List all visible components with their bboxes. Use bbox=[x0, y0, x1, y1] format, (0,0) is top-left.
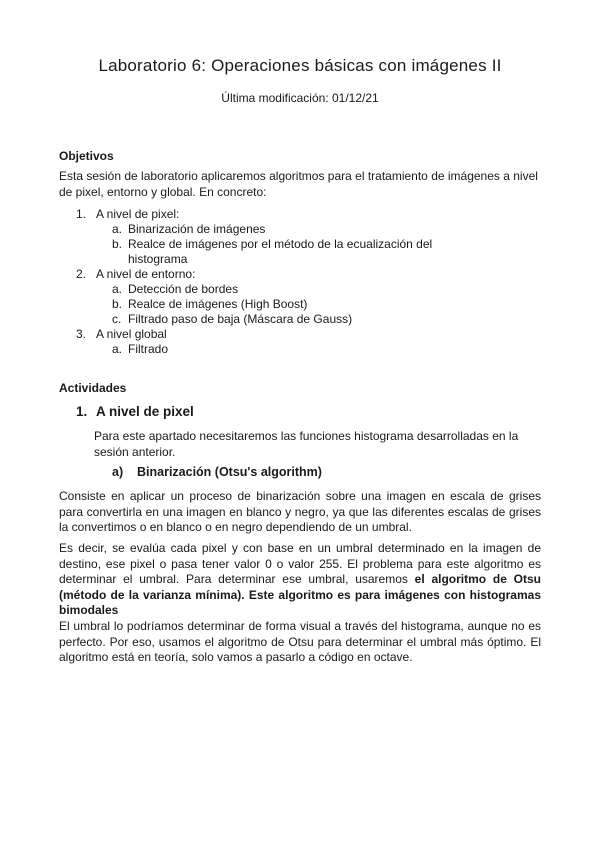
list-subitem: a. Detección de bordes bbox=[112, 282, 239, 296]
list-subitem: c. Filtrado paso de baja (Máscara de Gauss) bbox=[112, 312, 353, 326]
list-subitem: b. Realce de imágenes por el método de la ecualización del bbox=[112, 237, 433, 251]
subsection-heading: a) Binarización (Otsu's algorithm) bbox=[112, 465, 322, 479]
paragraph-line: determinar el umbral. Para determinar ese umbral, usaremos el algoritmo de Otsu bbox=[59, 572, 542, 586]
list-item: 3. A nivel global bbox=[76, 327, 167, 341]
paragraph-line bbox=[59, 603, 541, 619]
paragraph-line: para convertirla en una imagen en blanco y negro, ya que las diferentes escalas de grises bbox=[59, 504, 541, 519]
objetivos-intro bbox=[59, 169, 538, 200]
objetivos-intro-line: Esta sesión de laboratorio aplicaremos algoritmos para el tratamiento de imágenes a nivel bbox=[59, 169, 538, 183]
bold-text: bimodales bbox=[59, 603, 119, 617]
bold-text: (método de la varianza mínima). Este algoritmo es para imágenes con histogramas bbox=[59, 587, 541, 602]
list-subitem: a. Filtrado bbox=[112, 342, 169, 356]
section-heading: 1. A nivel de pixel bbox=[76, 404, 194, 419]
objetivos-list bbox=[76, 207, 432, 357]
list-subitem: b. Realce de imágenes (High Boost) bbox=[112, 297, 308, 311]
objetivos-intro-line: de pixel, entorno y global. En concreto: bbox=[59, 184, 267, 199]
paragraph-line: Consiste en aplicar un proceso de binarización sobre una imagen en escala de grises bbox=[59, 489, 541, 503]
paragraph-line: El umbral lo podríamos determinar de forma visual a través del histograma, aunque no es bbox=[59, 619, 541, 633]
paragraph-line: Es decir, se evalúa cada pixel y con base en un umbral determinado en la imagen de bbox=[59, 541, 541, 555]
paragraph bbox=[59, 541, 541, 619]
list-subitem-continuation: histograma bbox=[128, 252, 188, 266]
list-item: 2. A nivel de entorno: bbox=[76, 267, 196, 281]
paragraph-line: perfecto. Por eso, usamos el algoritmo de Otsu para determinar el umbral más óptimo. El bbox=[59, 634, 541, 649]
paragraph-line: destino, ese pixel o pasa tener valor 0 o valor 255. El problema para este algoritmo es bbox=[59, 556, 541, 571]
section-intro-line: Para este apartado necesitaremos las funciones histograma desarrolladas en la bbox=[94, 429, 519, 443]
last-modified: Última modificación: 01/12/21 bbox=[221, 91, 379, 105]
paragraph bbox=[59, 489, 541, 536]
objetivos-heading: Objetivos bbox=[59, 149, 114, 163]
page-title: Laboratorio 6: Operaciones básicas con imágenes II bbox=[98, 56, 502, 75]
actividades-heading: Actividades bbox=[59, 381, 127, 395]
section-intro-line: sesión anterior. bbox=[94, 444, 176, 459]
paragraph-line: algoritmo está en teoría, solo vamos a pasarlo a código en octave. bbox=[59, 650, 413, 664]
bold-text: el algoritmo de Otsu bbox=[414, 572, 542, 586]
list-item: 1. A nivel de pixel: bbox=[76, 207, 180, 221]
section-intro bbox=[94, 429, 518, 460]
paragraph-line bbox=[59, 588, 541, 604]
paragraph-line: la convertimos o en blanco o en negro dependiendo de un umbral. bbox=[59, 520, 412, 534]
list-subitem: a. Binarización de imágenes bbox=[112, 222, 266, 236]
paragraph bbox=[59, 619, 541, 666]
